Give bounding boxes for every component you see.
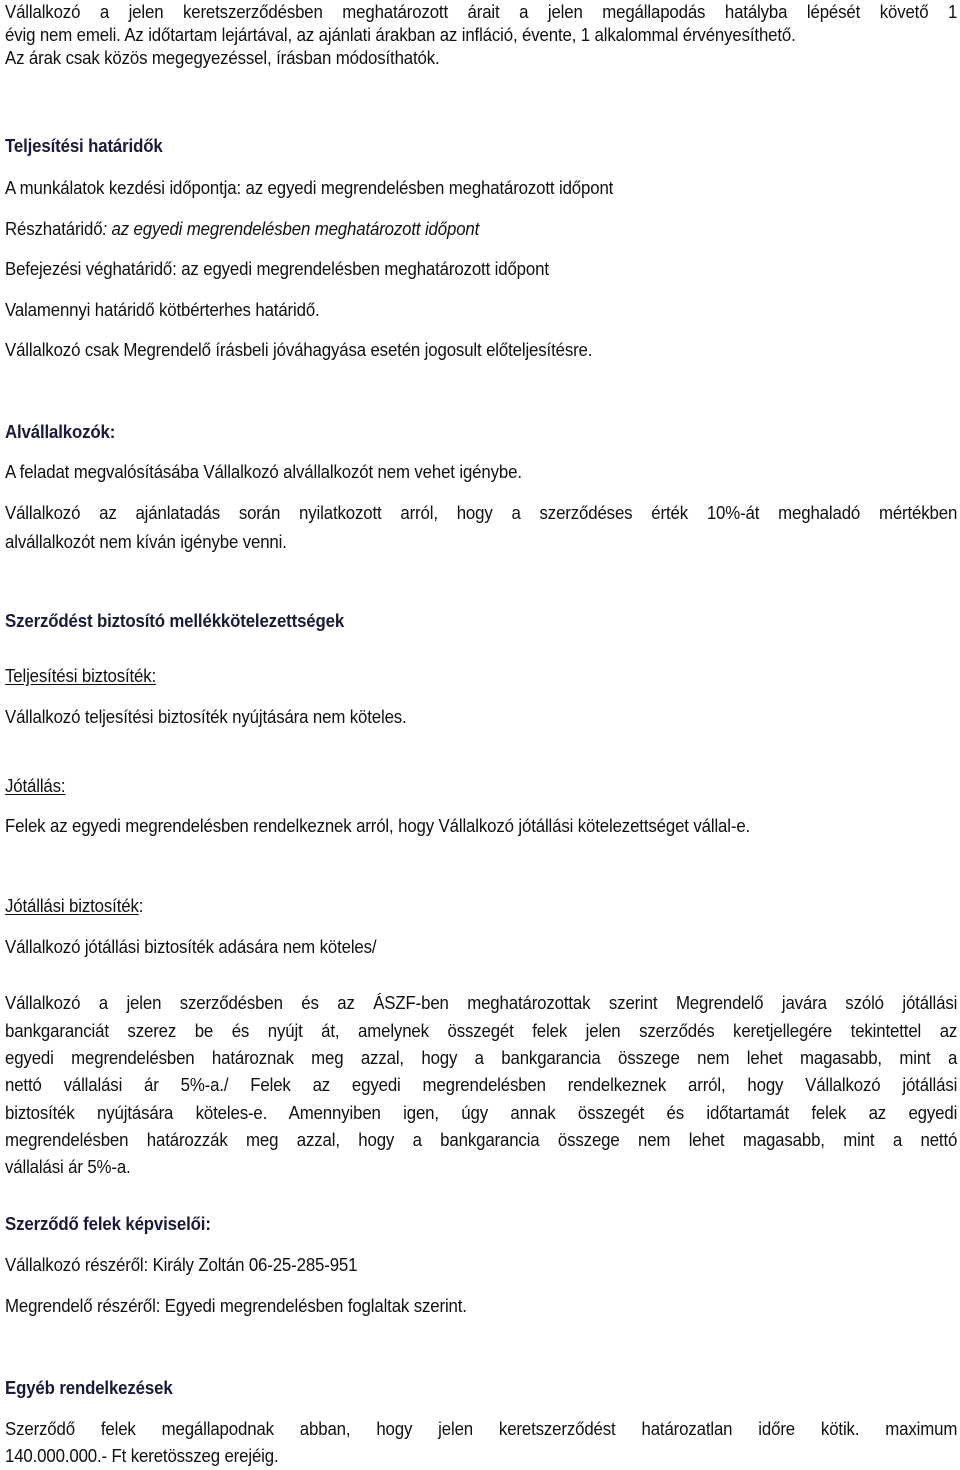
warranty-paragraph-line-5: biztosíték nyújtására köteles-e. Amennyiben igen, úgy annak összegét és időtartamát felek az egyedi [5, 1102, 958, 1123]
warranty-security-heading-text: Jótállási biztosíték [5, 895, 139, 916]
warranty-security-heading-colon: : [138, 895, 144, 916]
intro-line-1: Vállalkozó a jelen keretszerződésben meghatározott árait a jelen megállapodás hatályba lépését követő 1 [5, 1, 958, 22]
deadlines-partial [5, 217, 479, 240]
deadlines-partial-rest: : az egyedi megrendelésben meghatározott időpont [102, 218, 480, 239]
representatives-contractor: Vállalkozó részéről: Király Zoltán 06-25-285-951 [5, 1254, 358, 1275]
deadlines-start: A munkálatok kezdési időpontja: az egyedi megrendelésben meghatározott időpont [5, 177, 614, 198]
securities-heading: Szerződést biztosító mellékkötelezettségek [5, 610, 345, 631]
warranty-security-text: Vállalkozó jótállási biztosíték adására nem köteles/ [5, 936, 377, 957]
warranty-paragraph-line-1: Vállalkozó a jelen szerződésben és az ÁSZF-ben meghatározottak szerint Megrendelő javára szóló jótállási [5, 992, 958, 1013]
deadlines-partial-label: Részhatáridő [5, 218, 103, 239]
subcontractors-line-3: alvállalkozót nem kíván igénybe venni. [5, 531, 287, 552]
representatives-heading: Szerződő felek képviselői: [5, 1213, 211, 1234]
deadlines-final: Befejezési véghatáridő: az egyedi megrendelésben meghatározott időpont [5, 258, 549, 279]
intro-line-3: Az árak csak közös megegyezéssel, írásban módosíthatók. [5, 47, 440, 68]
deadlines-early: Vállalkozó csak Megrendelő írásbeli jóváhagyása esetén jogosult előteljesítésre. [5, 339, 593, 360]
representatives-client: Megrendelő részéről: Egyedi megrendelésben foglaltak szerint. [5, 1295, 467, 1316]
other-line-1: Szerződő felek megállapodnak abban, hogy jelen keretszerződést határozatlan időre kötik. maximum [5, 1418, 958, 1439]
subcontractors-line-1: A feladat megvalósításába Vállalkozó alvállalkozót nem vehet igénybe. [5, 461, 522, 482]
deadlines-penalty: Valamennyi határidő kötbérterhes határidő. [5, 299, 320, 320]
deadlines-heading: Teljesítési határidők [5, 135, 163, 156]
other-line-2: 140.000.000.- Ft keretösszeg erejéig. [5, 1445, 279, 1466]
warranty-paragraph-line-2: bankgaranciát szerez be és nyújt át, amelynek összegét felek jelen szerződés keretjellegére tekintettel az [5, 1020, 958, 1041]
warranty-security-heading [5, 894, 143, 917]
warranty-heading: Jótállás: [5, 775, 66, 796]
warranty-paragraph-line-3: egyedi megrendelésben határoznak meg azzal, hogy a bankgarancia összege nem lehet magasabb, mint a [5, 1047, 958, 1068]
performance-heading: Teljesítési biztosíték: [5, 665, 157, 686]
subcontractors-line-2: Vállalkozó az ajánlatadás során nyilatkozott arról, hogy a szerződéses érték 10%-át meghaladó mértékben [5, 502, 958, 523]
warranty-paragraph-line-4: nettó vállalási ár 5%-a./ Felek az egyedi megrendelésben rendelkeznek arról, hogy Vállalkozó jótállási [5, 1074, 958, 1095]
intro-line-2: évig nem emeli. Az időtartam lejártával, az ajánlati árakban az infláció, évente, 1 alkalommal érvényesíthető. [5, 24, 796, 45]
subcontractors-heading: Alvállalkozók: [5, 421, 116, 442]
performance-text: Vállalkozó teljesítési biztosíték nyújtására nem köteles. [5, 706, 407, 727]
warranty-paragraph-line-6: megrendelésben határozzák meg azzal, hogy a bankgarancia összege nem lehet magasabb, mint a nettó [5, 1129, 958, 1150]
warranty-text: Felek az egyedi megrendelésben rendelkeznek arról, hogy Vállalkozó jótállási kötelezettséget vállal-e. [5, 815, 751, 836]
warranty-paragraph-line-7: vállalási ár 5%-a. [5, 1156, 131, 1177]
other-heading: Egyéb rendelkezések [5, 1377, 173, 1398]
